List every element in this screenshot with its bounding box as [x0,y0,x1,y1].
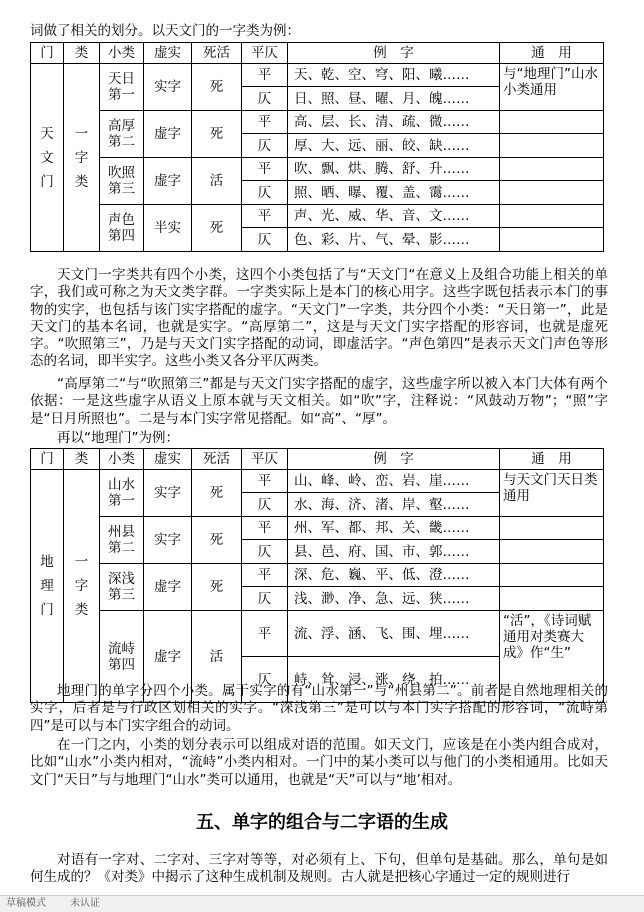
subclass-cell: 山水 第一 [100,470,144,517]
pingze-cell: 平 [242,64,288,87]
column-header: 虚实 [144,43,192,64]
men-cell: 天 文 门 [31,64,64,252]
column-header: 平仄 [242,449,288,470]
table-header-row [31,43,604,64]
pingze-cell: 平 [242,517,288,540]
subclass-cell: 高厚 第二 [100,111,144,158]
sihuo-cell: 死 [192,205,242,252]
example-cell: 吹、飘、烘、腾、舒、升…… [288,158,500,181]
pingze-cell: 仄 [242,87,288,111]
sihuo-cell: 死 [192,517,242,564]
pingze-cell: 仄 [242,228,288,252]
example-cell: 县、邑、府、国、市、郭…… [288,540,500,564]
paragraph-3: 再以“地理门”为例： [57,430,179,446]
example-cell: 色、彩、片、气、晕、影…… [288,228,500,252]
paragraph-2: “高厚第二“与“吹照第三”都是与天文门实字搭配的虚字，这些虚字所以被入本门大体有两个依据：一是这些虚字从语义上原本就与天文相关。如“吹”字，注释说：“风鼓动万物”；“照”字是“日月所照也”。二是与本门实字常见搭配。如“高”、“厚”。 [30,376,608,427]
sihuo-cell: 死 [192,64,242,111]
example-cell: 日、照、昼、曜、月、魄…… [288,87,500,111]
column-header: 通 用 [500,449,604,470]
example-cell: 山、峰、岭、峦、岩、崖…… [288,470,500,493]
paragraph-6: 对语有一字对、二字对、三字对等等，对必须有上、下句，但单句是基础。那么，单句是如何生成的？《对类》中揭示了这种生成机制及规则。古人就是把核心字通过一定的规则进行 [30,852,608,886]
sihuo-cell: 活 [192,611,242,703]
status-bar [0,895,644,912]
pingze-cell: 仄 [242,493,288,517]
example-cell: 照、晒、曝、覆、盖、霭…… [288,181,500,205]
table-row [31,564,604,587]
tongyong-cell [500,134,604,158]
column-header: 门 [31,43,64,64]
column-header: 小类 [100,449,144,470]
pingze-cell: 仄 [242,134,288,158]
men-cell: 地 理 门 [31,470,64,703]
tianwen-table [30,42,604,252]
xushi-cell: 实字 [144,64,192,111]
paragraph-1: 天文门一字类共有四个小类，这四个小类包括了与“天文门“在意义上及组合功能上相关的单字，我们或可称之为天文类字群。一字类实际上是本门的核心用字。这些字既包括表示本门的事物的实字，也包括与该门实字搭配的虚字。“天文门”一字类，共分四个小类：“天日第一”，此是天文门的基本名词，也就是实字。“高厚第二”，这是与天文门实字搭配的形容词，也就是虚死字。“吹照第三”，乃是与天文门实字搭配的动词，即虚活字。“声色第四”是表示天文门声色等形态的名词，即半实字。这些小类又各分平仄两类。 [30,267,608,370]
sihuo-cell: 死 [192,470,242,517]
lei-cell: 一 字 类 [64,470,100,703]
paragraph-5: 在一门之内，小类的划分表示可以组成对语的范围。如天文门，应该是在小类内组合成对，比如“山水”小类内相对，“流峙”小类内相对。一门中的某小类可以与他门的小类相通用。比如天文门“天日”与与地理门“山水”类可以通用，也就是“天”可以与“地’相对。 [30,737,608,788]
pingze-cell: 仄 [242,587,288,611]
tongyong-cell [500,517,604,540]
xushi-cell: 实字 [144,517,192,564]
pingze-cell: 仄 [242,181,288,205]
xushi-cell: 虚字 [144,111,192,158]
example-cell: 深、危、巍、平、低、澄…… [288,564,500,587]
doc-status-text[interactable]: 未认证 [70,898,100,909]
subclass-cell: 吹照 第三 [100,158,144,205]
tongyong-cell [500,540,604,564]
column-header: 门 [31,449,64,470]
example-cell: 州、军、都、邦、关、畿…… [288,517,500,540]
pingze-cell: 平 [242,205,288,228]
subclass-cell: 声色 第四 [100,205,144,252]
table-row [31,470,604,493]
table-row [31,611,604,657]
column-header: 例 字 [288,43,500,64]
section-heading: 五、单字的组合与二字语的生成 [196,812,448,833]
table-header-row [31,449,604,470]
column-header: 死活 [192,43,242,64]
example-cell: 高、层、长、清、疏、微…… [288,111,500,134]
sihuo-cell: 死 [192,111,242,158]
example-cell: 峙、耸、浸、涨、绕、拍…… [288,657,500,703]
column-header: 类 [64,449,100,470]
xushi-cell: 虚字 [144,611,192,703]
intro-line: 词做了相关的划分。以天文门的一字类为例： [30,23,300,39]
column-header: 通 用 [500,43,604,64]
sihuo-cell: 活 [192,158,242,205]
pingze-cell: 平 [242,470,288,493]
subclass-cell: 深浅 第三 [100,564,144,611]
table-row [31,64,604,87]
subclass-cell: 州县 第二 [100,517,144,564]
paragraph-4: 地理门的单字分四个小类。属于实字的有“山水第一”与“州县第二”。前者是自然地理相关的实字，后者是与行政区划相关的实字。“深浅第三”是可以与本门实字搭配的形容词，“流峙第四”是可以与本门实字组合的动词。 [30,683,608,734]
column-header: 虚实 [144,449,192,470]
column-header: 平仄 [242,43,288,64]
pingze-cell: 平 [242,158,288,181]
tongyong-cell [500,205,604,228]
tongyong-cell: 与天文门天日类通用 [500,470,604,517]
sihuo-cell: 死 [192,564,242,611]
column-header: 小类 [100,43,144,64]
tongyong-cell [500,587,604,611]
tongyong-cell [500,158,604,181]
subclass-cell: 流峙 第四 [100,611,144,703]
example-cell: 浅、渺、净、急、远、狭…… [288,587,500,611]
xushi-cell: 实字 [144,470,192,517]
pingze-cell: 平 [242,611,288,657]
table-row [31,205,604,228]
table-row [31,111,604,134]
dili-table [30,448,604,703]
pingze-cell: 平 [242,111,288,134]
tongyong-cell: “活”，《诗词赋通用对类赛大成》作“生” [500,611,604,703]
example-cell: 水、海、济、渚、岸、壑…… [288,493,500,517]
xushi-cell: 半实 [144,205,192,252]
table-row [31,517,604,540]
example-cell: 厚、大、远、丽、皎、缺…… [288,134,500,158]
view-mode-button[interactable]: 草稿模式 [6,898,46,909]
tongyong-cell [500,111,604,134]
xushi-cell: 虚字 [144,158,192,205]
example-cell: 流、浮、涵、飞、围、埋…… [288,611,500,657]
xushi-cell: 虚字 [144,564,192,611]
example-cell: 天、乾、空、穹、阳、曦…… [288,64,500,87]
example-cell: 声、光、威、华、音、文…… [288,205,500,228]
pingze-cell: 仄 [242,540,288,564]
column-header: 例 字 [288,449,500,470]
tongyong-cell [500,564,604,587]
tongyong-cell [500,228,604,252]
pingze-cell: 平 [242,564,288,587]
lei-cell: 一 字 类 [64,64,100,252]
column-header: 死活 [192,449,242,470]
pingze-cell: 仄 [242,657,288,703]
table-row [31,158,604,181]
subclass-cell: 天日 第一 [100,64,144,111]
tongyong-cell: 与“地理门”山水小类通用 [500,64,604,111]
tongyong-cell [500,181,604,205]
column-header: 类 [64,43,100,64]
